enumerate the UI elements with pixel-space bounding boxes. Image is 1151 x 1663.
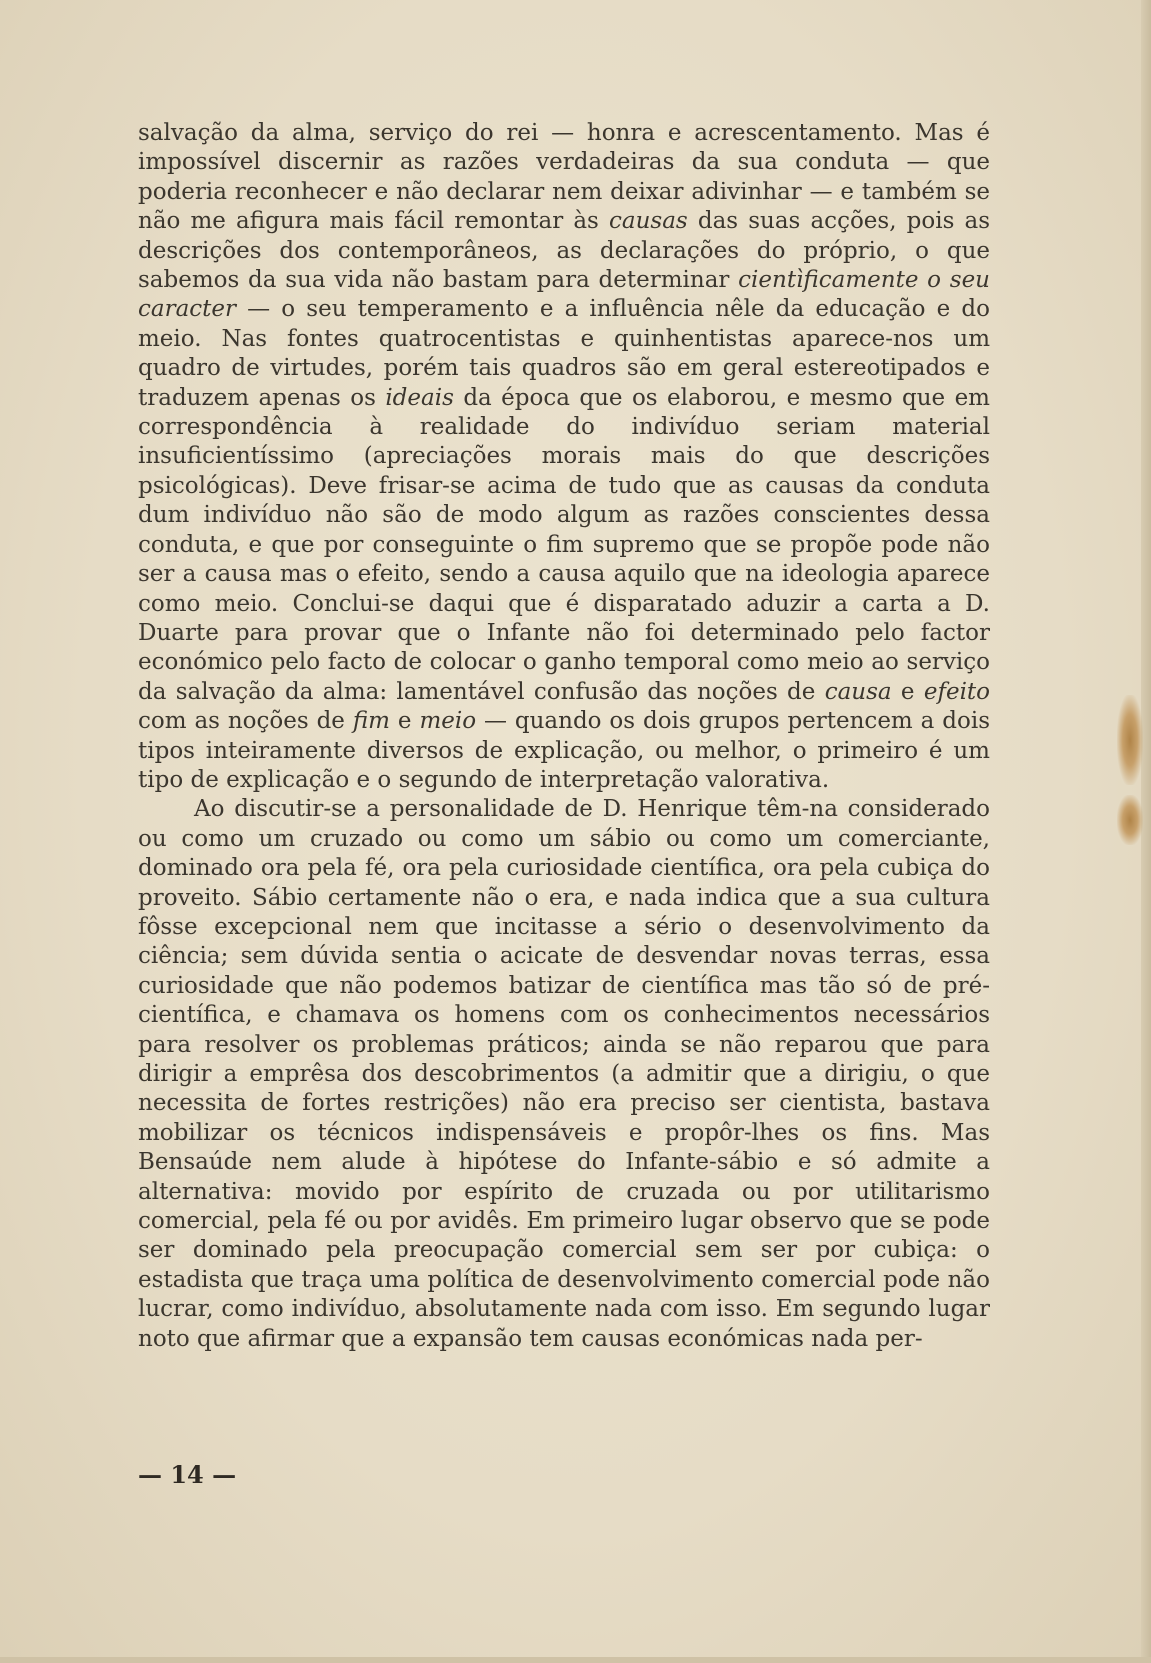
paragraph xyxy=(138,119,990,795)
paper-stain xyxy=(1117,795,1143,845)
text-run: com as noções de xyxy=(138,708,353,735)
italic-text: ideais xyxy=(385,384,454,411)
text-run: — o seu temperamento e a influência nêle da educação e do meio. Nas fontes quatrocentistas e quinhentistas aparece-nos um quadro de virtudes, porém tais quadros são em geral estereotipados e traduzem apenas os xyxy=(138,296,990,411)
page-edge xyxy=(1141,0,1151,1663)
italic-text: cientìficamente o seu caracter xyxy=(138,267,990,323)
page-number: — 14 — xyxy=(138,1460,237,1489)
paper-stain xyxy=(1117,695,1143,785)
text-run: e xyxy=(390,708,420,735)
text-run: salvação da alma, serviço do rei — honra e acrescentamento. Mas é impossível discernir as razões verdadeiras da sua conduta — que poderia reconhecer e não declarar nem deixar adivinhar — e também se não me afigura mais fácil remontar às xyxy=(138,120,990,235)
italic-text: meio xyxy=(419,708,477,735)
italic-text: efeito xyxy=(923,678,991,705)
italic-text: fim xyxy=(352,708,390,735)
body-text xyxy=(138,119,990,1354)
paragraph: Ao discutir-se a personalidade de D. Henrique têm-na considerado ou como um cruzado ou como um sábio ou como um comerciante, dominado ora pela fé, ora pela curiosidade científica, ora pela cubiça do proveito. Sábio certamente não o era, e nada indica que a sua cultura fôsse excepcional nem que incitasse a sério o desenvolvimento da ciência; sem dúvida sentia o acicate de desvendar novas terras, essa curiosidade que não podemos batizar de científica mas tão só de pré-científica, e chamava os homens com os conhecimentos necessários para resolver os problemas práticos; ainda se não reparou que para dirigir a emprêsa dos descobrimentos (a admitir que a dirigiu, o que necessita de fortes restrições) não era preciso ser cientista, bastava mobilizar os técnicos indispensáveis e propôr-lhes os fins. Mas Bensaúde nem alude à hipótese do Infante-sábio e só admite a alternativa: movido por espírito de cruzada ou por utilitarismo comercial, pela fé ou por avidês. Em primeiro lugar observo que se pode ser dominado pela preocupação comercial sem ser por cubiça: o estadista que traça uma política de desenvolvimento comercial pode não lucrar, como indivíduo, absolutamente nada com isso. Em segundo lugar noto que afirmar que a expansão tem causas económicas nada per- xyxy=(138,796,990,1352)
page-bottom-edge xyxy=(0,1657,1151,1663)
text-run: e xyxy=(891,678,924,705)
text-run: — quando os dois grupos pertencem a dois tipos inteiramente diversos de explicação, ou melhor, o primeiro é um tipo de explicação e o segundo de interpretação valorativa. xyxy=(138,708,991,793)
text-run: da época que os elaborou, e mesmo que em correspondência à realidade do indivíduo seriam material insuficientíssimo (apreciações morais mais do que descrições psicológicas). Deve frisar-se acima de tudo que as causas da conduta dum indivíduo não são de modo algum as razões conscientes dessa conduta, e que por conseguinte o fim supremo que se propõe pode não ser a causa mas o efeito, sendo a causa aquilo que na ideologia aparece como meio. Conclui-se daqui que é disparatado aduzir a carta a D. Duarte para provar que o Infante não foi determinado pelo factor económico pelo facto de colocar o ganho temporal como meio ao serviço da salvação da alma: lamentável confusão das noções de xyxy=(138,384,990,705)
italic-text: causas xyxy=(609,208,688,235)
text-run: das suas acções, pois as descrições dos contemporâneos, as declarações do próprio, o que sabemos da sua vida não bastam para determinar xyxy=(138,208,991,294)
italic-text: causa xyxy=(824,678,892,705)
